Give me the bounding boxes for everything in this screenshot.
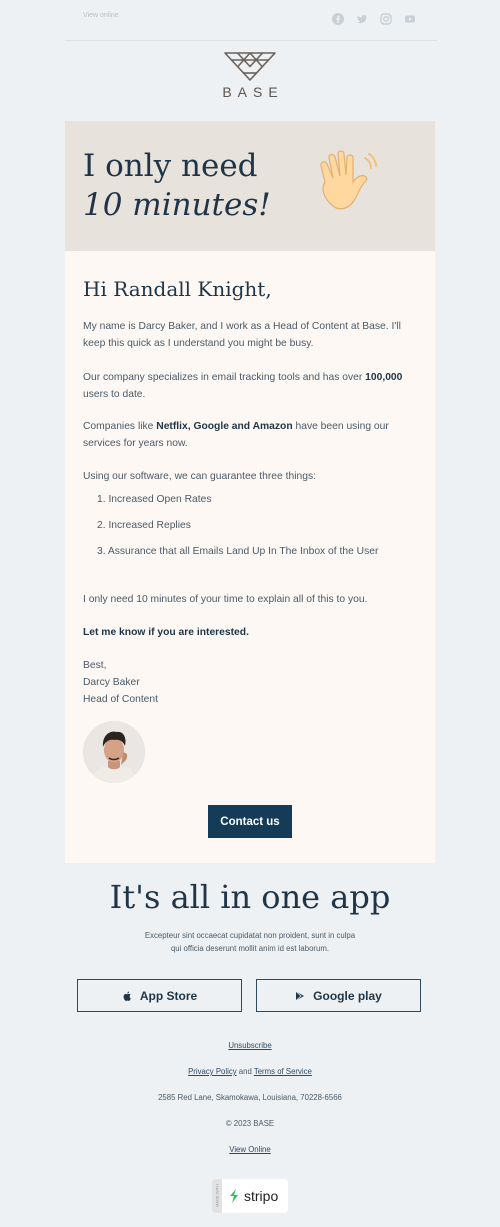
copyright: © 2023 BASE	[225, 1119, 275, 1128]
google-play-icon	[295, 991, 305, 1001]
google-play-label: Google play	[313, 988, 382, 1003]
logo-wordmark: BASE	[222, 84, 284, 100]
privacy-policy-link[interactable]: Privacy Policy	[188, 1067, 237, 1076]
company-paragraph	[83, 369, 413, 403]
clients-text-end: have been using our services for years now.	[83, 421, 389, 449]
app-store-button[interactable]	[77, 979, 242, 1012]
list-item: 3. Assurance that all Emails Land Up In The Inbox of the User	[97, 546, 379, 557]
twitter-icon[interactable]	[355, 12, 369, 26]
stripo-logo-icon	[227, 1188, 241, 1204]
legal-links-row	[0, 1067, 500, 1076]
company-text-end: users to date.	[83, 389, 146, 400]
company-text: Our company specializes in email tracking tools and has over	[83, 372, 366, 383]
signature-closing: Best,	[83, 660, 107, 671]
app-store-label: App Store	[139, 988, 198, 1003]
stripo-made-with: MADE WITH	[212, 1179, 222, 1213]
letter-body	[65, 251, 435, 863]
signature-name: Darcy Baker	[83, 677, 140, 688]
hero-title	[83, 147, 271, 225]
client-names: Netflix, Google and Amazon	[156, 421, 293, 432]
users-count: 100,000	[365, 372, 403, 383]
unsubscribe-link[interactable]: Unsubscribe	[228, 1041, 272, 1050]
intro-paragraph: My name is Darcy Baker, and I work as a Head of Content at Base. I'll keep this quick as I understand you might be busy.	[83, 321, 401, 349]
app-section-subtitle: Excepteur sint occaecat cupidatat non proident, sunt in culpa qui officia deserunt mollit anim id est laborum.	[144, 931, 356, 953]
view-online-link[interactable]: View online	[83, 12, 119, 19]
list-item: 2. Increased Replies	[97, 520, 191, 531]
call-to-action-text	[83, 624, 413, 641]
app-section-title: It's all in one app	[109, 878, 391, 916]
signature	[83, 657, 413, 708]
hero-title-line1: I only need	[83, 148, 258, 184]
guarantee-paragraph: Using our software, we can guarantee three things:	[83, 471, 316, 482]
avatar	[83, 721, 145, 783]
view-online-footer-link[interactable]: View Online	[229, 1145, 271, 1154]
instagram-icon[interactable]	[379, 12, 393, 26]
hero-banner	[65, 121, 435, 251]
facebook-icon[interactable]	[331, 12, 345, 26]
time-paragraph: I only need 10 minutes of your time to explain all of this to you.	[83, 594, 368, 605]
brand-logo[interactable]	[0, 50, 500, 100]
unsubscribe-row	[0, 1041, 500, 1050]
contact-us-button[interactable]: Contact us	[208, 805, 292, 838]
clients-paragraph	[83, 418, 413, 452]
list-item: 1. Increased Open Rates	[97, 494, 212, 505]
apple-icon	[122, 991, 132, 1001]
hero-title-line2: 10 minutes!	[83, 187, 271, 223]
social-links	[331, 12, 417, 26]
legal-and-text: and	[236, 1067, 254, 1076]
greeting: Hi Randall Knight,	[83, 277, 272, 301]
google-play-button[interactable]	[256, 979, 421, 1012]
guarantee-list	[97, 494, 378, 572]
waving-hand-icon	[313, 148, 385, 220]
signature-title: Head of Content	[83, 694, 158, 705]
terms-of-service-link[interactable]: Terms of Service	[253, 1067, 312, 1076]
stripo-wordmark: stripo	[244, 1188, 279, 1204]
call-to-action-bold: Let me know if you are interested.	[83, 627, 249, 638]
clients-text: Companies like	[83, 421, 157, 432]
logo-mark-icon	[223, 50, 277, 82]
address: 2585 Red Lane, Skamokawa, Louisiana, 70228-6566	[158, 1093, 342, 1102]
stripo-badge[interactable]	[212, 1179, 288, 1213]
top-bar	[65, 0, 437, 41]
youtube-icon[interactable]	[403, 12, 417, 26]
view-online-footer-row	[0, 1145, 500, 1154]
